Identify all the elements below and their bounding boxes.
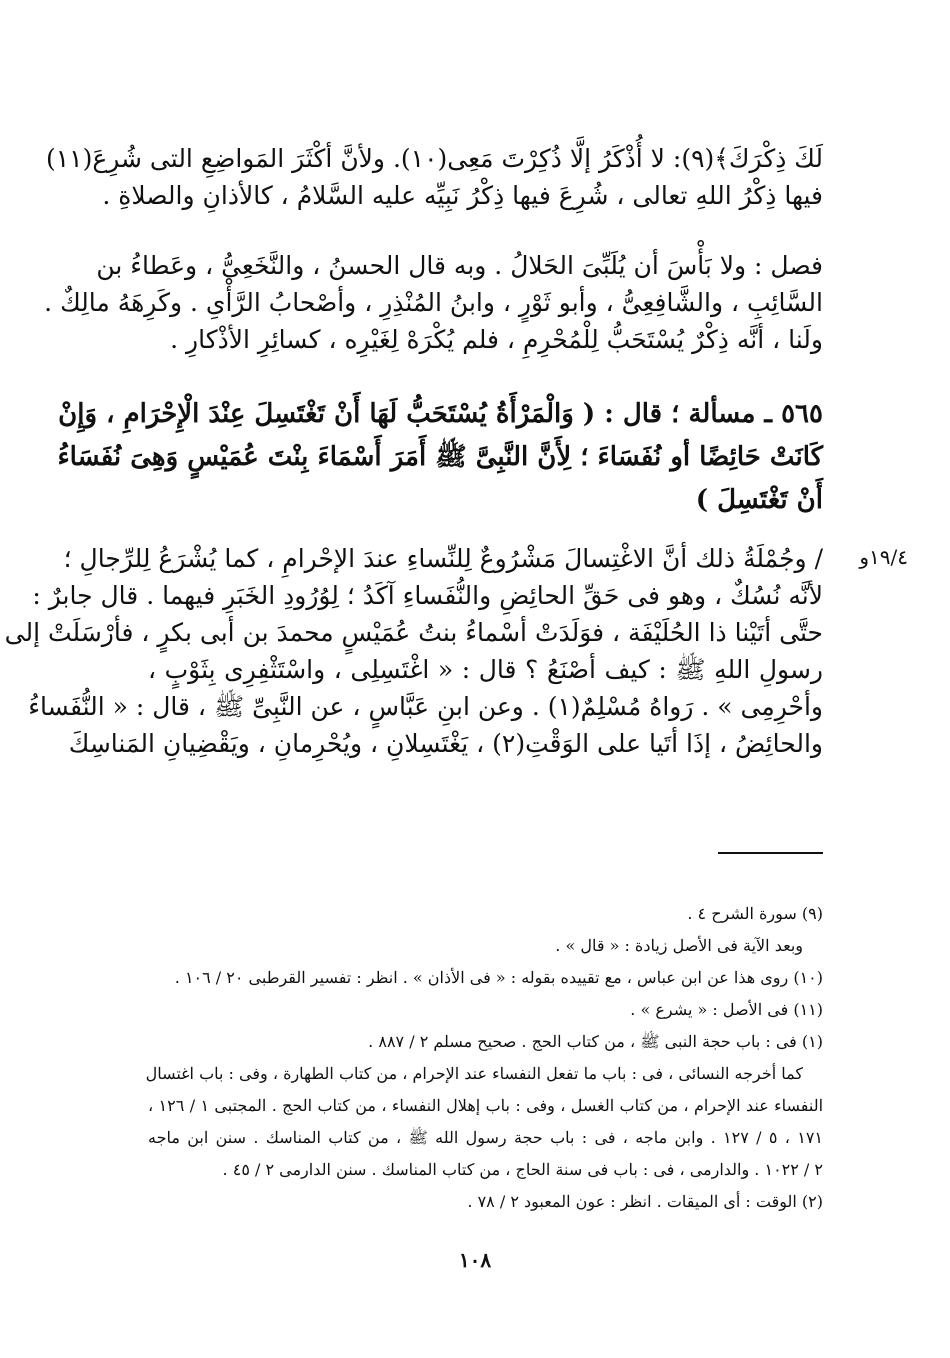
footnote-line: ٢ / ١٠٢٢ . والدارمى ، فى : باب فى سنة الحاج ، من كتاب المناسك . سنن الدارمى ٢ / ٤٥ . [222,1160,823,1179]
text-line: / وجُمْلَةُ ذلك أنَّ الاغْتِسالَ مَشْرُوعٌ لِلنِّساءِ عندَ الإحْرامِ ، كما يُشْرَعُ لِلرِّجالِ ؛ [63,544,823,573]
footnote-line: (٩) سورة الشرح ٤ . [687,904,823,923]
text-line: رسولِ اللهِ ﷺ : كيف أصْنَعُ ؟ قال : « اغْتَسِلِى ، واسْتَثْفِرِى بِثَوْبٍ ، [148,655,823,684]
text-line: لَكَ ذِكْرَكَ﴾(٩): لا أُذْكَرُ إلَّا ذُكِرْتَ مَعِى(١٠). ولأنَّ أكْثَرَ المَواضِعِ التى شُرِعَ(١١) [45,144,823,173]
paragraph-quran-commentary [45,140,823,214]
footnote-line: وبعد الآية فى الأصل زيادة : « قال » . [555,936,803,955]
footnotes [145,898,824,1218]
paragraph-explanation [4,540,823,762]
text-line: وأحْرِمِى » . رَواهُ مُسْلِمٌ(١) . وعن ابنِ عَبَّاسٍ ، عن النَّبِىِّ ﷺ ، قال : « النُّفَساءُ [28,692,823,721]
footnote-line: (١) فى : باب حجة النبى ﷺ ، من كتاب الحج . صحيح مسلم ٢ / ٨٨٧ . [368,1032,823,1051]
margin-folio-note: ١٩/٤و [859,545,908,569]
text-line: أَنْ تَغْتَسِلَ ) [695,485,823,515]
text-line: فصل : ولا بَأْسَ أن يُلَبِّىَ الحَلالُ . وبه قال الحسنُ ، والنَّخَعِىُّ ، وعَطاءُ بن [96,251,823,280]
text-line: ولَنا ، أنَّه ذِكْرٌ يُسْتَحَبُّ لِلْمُحْرِمِ ، فلم يُكْرَهْ لِغَيْرِه ، كسائِرِ الأذْكارِ . [170,325,823,354]
text-line: كَانَتْ حَائِضًا أو نُفَسَاءَ ؛ لِأَنَّ النَّبِىَّ ﷺ أَمَرَ أَسْمَاءَ بِنْتَ عُمَيْسٍ وَهِىَ نُفَسَاءُ [57,442,823,472]
footnote-line: كما أخرجه النسائى ، فى : باب ما تفعل النفساء عند الإحرام ، من كتاب الطهارة ، وفى : باب اغتسال [145,1064,803,1083]
text-line: فيها ذِكْرُ اللهِ تعالى ، شُرِعَ فيها ذِكْرُ نَبِيِّه عليه السَّلامُ ، كالأذانِ والصلاةِ . [102,181,823,210]
text-line: السَّائِبِ ، والشَّافِعِىُّ ، وأبو ثَوْرٍ ، وابنُ المُنْذِرِ ، وأصْحابُ الرَّأْىِ . وكَرِهَهُ مالِكٌ . [44,288,823,317]
paragraph-fasl [44,247,823,358]
footnote-line: (١٠) روى هذا عن ابن عباس ، مع تقييده بقوله : « فى الأذان » . انظر : تفسير القرطبى ٢٠ / ١٠٦ . [174,968,823,987]
paragraph-masala-565 [57,393,823,522]
text-line: والحائِضُ ، إذَا أتَيا على الوَقْتِ(٢) ، يَغْتَسِلانِ ، ويُحْرِمانِ ، ويَقْضِيانِ المَناسِكَ [68,729,823,758]
footnote-separator [718,852,823,854]
page-number: ١٠٨ [458,1248,492,1272]
footnote-line: (٢) الوقت : أى الميقات . انظر : عون المعبود ٢ / ٧٨ . [467,1192,823,1211]
footnote-line: ١٧١ ، ٥ / ١٢٧ . وابن ماجه ، فى : باب حجة رسول الله ﷺ ، من كتاب المناسك . سنن ابن ماجه [148,1128,823,1147]
text-line: لأنَّه نُسُكٌ ، وهو فى حَقِّ الحائِضِ والنُّفَساءِ آكَدُ ؛ لِوُرُودِ الخَبَرِ فيهما . قال جابرٌ : [32,581,823,610]
text-line: ٥٦٥ ـ مسألة ؛ قال : ( وَالْمَرْأَةُ يُسْتَحَبُّ لَهَا أَنْ تَغْتَسِلَ عِنْدَ الْإِحْرَامِ ، وَإِنْ [58,399,823,429]
text-line: حتَّى أتَيْنا ذا الحُلَيْفَة ، فوَلَدَتْ أسْماءُ بنتُ عُمَيْسٍ محمدَ بن أبى بكرٍ ، فأرْسَلَتْ إلى [4,618,823,647]
footnote-line: (١١) فى الأصل : « يشرع » . [630,1000,823,1019]
footnote-line: النفساء عند الإحرام ، من كتاب الغسل ، وفى : باب إهلال النفساء ، من كتاب الحج . المجتبى ١ / ١٢٦ ، [148,1096,824,1115]
